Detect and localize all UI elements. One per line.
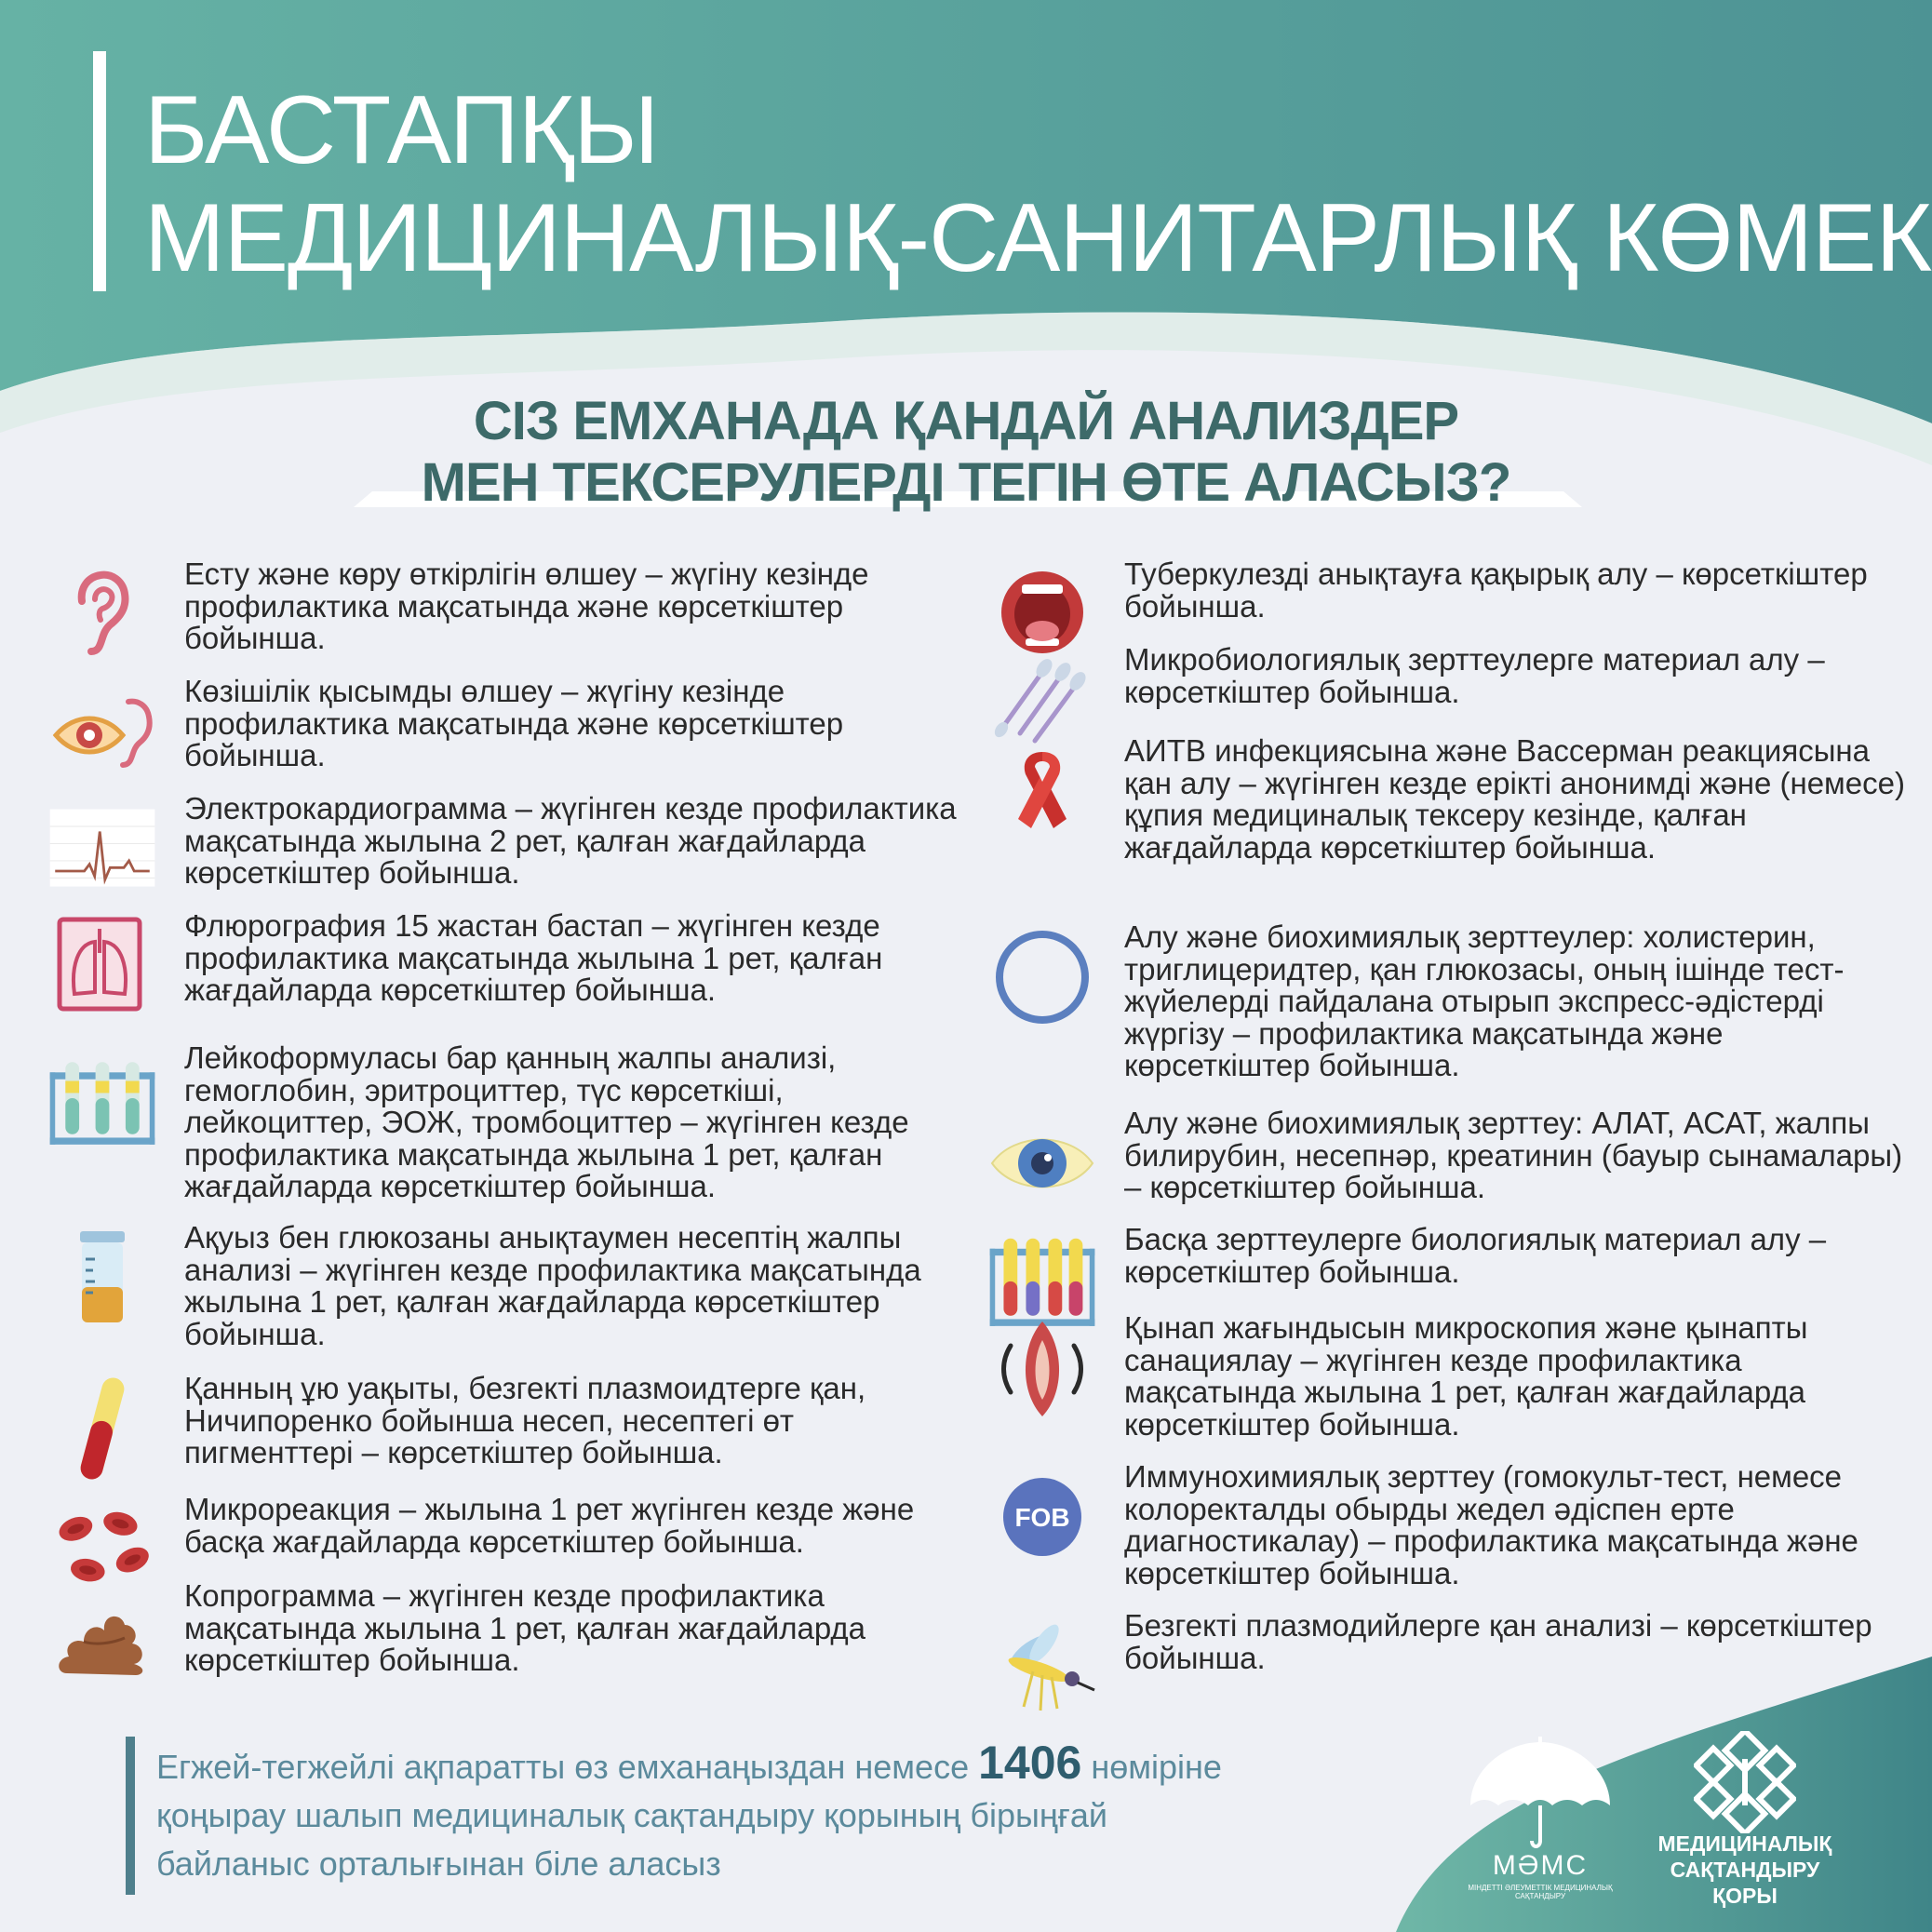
fund-label-line-1: МЕДИЦИНАЛЫҚ [1657,1831,1832,1856]
ear-icon [28,558,177,670]
item-text: Микрореакция – жылына 1 рет жүгінген кезде және басқа жағдайларда көрсеткіштер бойынша. [184,1492,915,1559]
footer-accent-bar [126,1737,135,1895]
list-item [28,1042,966,1203]
fob-badge-icon [968,1461,1117,1573]
lungs-xray-icon [28,910,177,1022]
urine-container-icon [28,1222,177,1334]
list-item [968,735,1915,864]
mams-logo-label: МӘМС [1492,1850,1589,1881]
list-item [28,1580,966,1692]
aids-ribbon-icon [968,735,1117,847]
section-subtitle [0,391,1932,514]
item-text: Туберкулезді анықтауға қақырық алу – көрсеткіштер бойынша. [1124,557,1868,624]
ecg-icon [28,793,177,905]
list-item [968,1107,1915,1219]
list-item [968,1312,1915,1441]
hotline-number: 1406 [978,1737,1082,1789]
list-item [968,921,1915,1082]
list-item [28,1373,966,1484]
item-text: Ақуыз бен глюкозаны анықтаумен несептің жалпы анализі – жүгінген кезде профилактика мақсатында жылына 1 рет, қалған жағдайларда көрсеткіштер бойынша. [184,1220,921,1351]
blood-tube-icon [28,1373,177,1484]
item-text: Безгекті плазмодийлерге қан анализі – көрсеткіштер бойынша. [1124,1608,1872,1675]
footer-text-after: нөміріне қоңырау шалып медициналық сақтандыру қорының бірыңғай байланыс орталығынан біле аласыз [156,1748,1222,1883]
item-text: Флюрография 15 жастан бастап – жүгінген кезде профилактика мақсатында жылына 1 рет, қалған жағдайларда көрсеткіштер бойынша. [184,908,883,1007]
eye-ear-icon [28,676,177,787]
mams-logo-sublabel: МІНДЕТТІ ӘЛЕУМЕТТІК МЕДИЦИНАЛЫҚ САҚТАНДЫРУ [1468,1884,1613,1900]
mosquito-icon [968,1610,1117,1722]
item-text: Қанның ұю уақыты, безгекті плазмоидтерге қан, Ничипоренко бойынша несеп, несептегі өт пигменттері – көрсеткіштер бойынша. [184,1371,866,1469]
subtitle-line-1: СІЗ ЕМХАНАДА ҚАНДАЙ АНАЛИЗДЕР [473,391,1459,451]
fund-label-line-3: ҚОРЫ [1712,1884,1778,1908]
eye-icon [968,1107,1117,1219]
fund-label-line-2: САҚТАНДЫРУ [1670,1858,1820,1882]
diabetes-circle-icon [968,921,1117,1033]
list-item [28,1222,966,1350]
page-title [144,76,1931,292]
item-text: Копрограмма – жүгінген кезде профилактика мақсатында жылына 1 рет, қалған жағдайларда көрсеткіштер бойынша. [184,1578,866,1677]
item-text: Есту және көру өткірлігін өлшеу – жүгіну кезінде профилактика мақсатында және көрсеткіштер бойынша. [184,557,869,655]
stool-icon [28,1580,177,1692]
subtitle-line-2: МЕН ТЕКСЕРУЛЕРДІ ТЕГІН ӨТЕ АЛАСЫЗ? [421,452,1511,513]
list-item [28,910,966,1022]
list-item [968,1461,1915,1590]
fob-label: FOB [1014,1503,1070,1532]
title-line-1: БАСТАПҚЫ [144,76,659,184]
item-text: Басқа зерттеулерге биологиялық материал алу – көрсеткіштер бойынша. [1124,1222,1827,1289]
list-item [968,1610,1915,1722]
item-text: АИТВ инфекциясына және Вассерман реакциясына қан алу – жүгінген кезде ерікті анонимді және (немесе) құпия медициналық тексеру кезінде, қалған жағдайларда көрсеткіштер бойынша. [1124,733,1905,865]
footer-info [156,1738,1236,1888]
item-text: Көзішілік қысымды өлшеу – жүгіну кезінде профилактика мақсатында және көрсеткіштер бойынша. [184,674,844,772]
footer-text-before: Егжей-тегжейлі ақпаратты өз емханаңыздан немесе [156,1748,970,1786]
title-line-2: МЕДИЦИНАЛЫҚ-САНИТАРЛЫҚ КӨМЕК [144,184,1932,292]
item-text: Алу және биохимиялық зерттеу: АЛАТ, АСАТ, жалпы билирубин, несепнәр, креатинин (бауыр сынамалары) – көрсеткіштер бойынша. [1124,1106,1903,1204]
vaginal-swab-icon [968,1312,1117,1424]
item-text: Микробиологиялық зерттеулерге материал алу – көрсеткіштер бойынша. [1124,642,1825,709]
fund-logo-label [1638,1831,1852,1909]
list-item [28,676,966,787]
item-text: Электрокардиограмма – жүгінген кезде профилактика мақсатында жылына 2 рет, қалған жағдайларда көрсеткіштер бойынша. [184,791,957,890]
item-text: Қынап жағындысын микроскопия және қынапты санациялау – жүгінген кезде профилактика мақсатында жылына 1 рет, қалған жағдайларда көрсеткіштер бойынша. [1124,1310,1808,1442]
item-text: Лейкоформуласы бар қанның жалпы анализі, гемоглобин, эритроциттер, түс көрсеткіші, лейкоциттер, ЭОЖ, тромбоциттер – жүгінген кезде профилактика мақсатында жылына 1 рет, қалған жағдайларда көрсеткіштер бойынша. [184,1040,909,1203]
title-accent-bar [93,51,106,291]
item-text: Алу және биохимиялық зерттеулер: холистерин, триглицеридтер, қан глюкозасы, оның ішінде тест-жүйелерді пайдалана отырып экспресс-әдістерді жүргізу – профилактика мақсатында және көрсеткіштер бойынша. [1124,919,1845,1082]
snowflake-logo-icon [1694,1731,1796,1833]
test-tubes-icon [28,1042,177,1154]
list-item [28,793,966,905]
item-text: Иммунохимиялық зерттеу (гомокульт-тест, немесе колоректалды обырды жедел әдіспен ерте диагностикалау) – профилактика мақсатында және көрсеткіштер бойынша. [1124,1459,1858,1590]
list-item [28,558,966,670]
